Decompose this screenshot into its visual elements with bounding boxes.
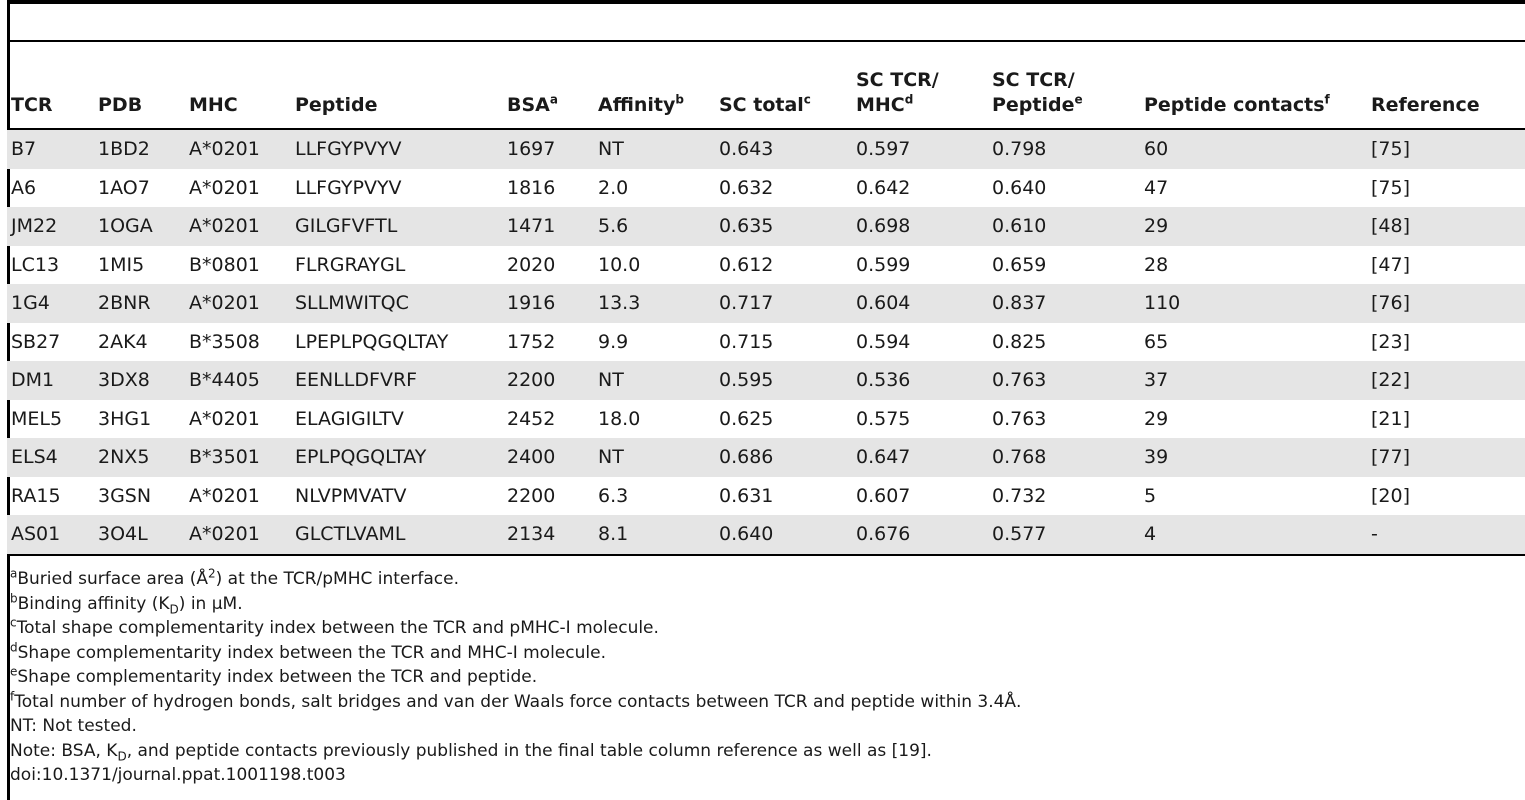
cell-peptide: FLRGRAYGL (295, 253, 406, 276)
cell-sc-total: 0.631 (719, 484, 774, 507)
cell-reference: - (1367, 515, 1525, 555)
cell-sc-tcr-peptide: 0.763 (988, 361, 1140, 400)
cell-peptide-contacts: 65 (1144, 330, 1169, 353)
cell-pdb: 3GSN (98, 484, 152, 507)
cell-mhc: A*0201 (189, 407, 260, 430)
cell-affinity: 10.0 (598, 253, 641, 276)
cell-tcr: JM22 (7, 207, 94, 246)
doi-link[interactable]: doi:10.1371/journal.ppat.1001198.t003 (10, 765, 346, 785)
cell-bsa: 1471 (503, 207, 594, 246)
cell-sc-tcr-mhc: 0.597 (852, 129, 988, 169)
cell-mhc: B*3508 (189, 330, 260, 353)
cell-tcr: SB27 (11, 330, 61, 353)
cell-sc-total: 0.632 (719, 176, 774, 199)
cell-mhc: A*0201 (185, 515, 291, 555)
cell-pdb: 3DX8 (94, 361, 185, 400)
cell-peptide-contacts: 29 (1144, 407, 1169, 430)
cell-tcr: B7 (7, 129, 94, 169)
cell-sc-tcr-peptide: 0.837 (988, 284, 1140, 323)
cell-pdb: 3HG1 (98, 407, 152, 430)
cell-reference: [21] (1371, 407, 1411, 430)
cell-sc-tcr-peptide: 0.640 (992, 176, 1047, 199)
cell-sc-tcr-peptide: 0.768 (988, 438, 1140, 477)
table-footnotes (10, 567, 1520, 788)
cell-sc-tcr-peptide: 0.659 (992, 253, 1047, 276)
table-row (7, 284, 1525, 323)
cell-bsa: 1697 (503, 129, 594, 169)
cell-mhc: B*3501 (185, 438, 291, 477)
cell-sc-total: 0.635 (715, 207, 852, 246)
cell-sc-tcr-peptide: 0.610 (988, 207, 1140, 246)
table-row (7, 438, 1525, 477)
footnote-c: $^c$Total shape complementarity index between the TCR and pMHC-I molecule. (10, 615, 659, 638)
table-row (7, 323, 1525, 362)
cell-peptide-contacts: 4 (1140, 515, 1367, 555)
cell-pdb: 2BNR (94, 284, 185, 323)
cell-peptide-contacts: 28 (1144, 253, 1169, 276)
cell-affinity: 5.6 (594, 207, 715, 246)
cell-reference: [23] (1371, 330, 1411, 353)
cell-mhc: A*0201 (185, 129, 291, 169)
cell-bsa: 2200 (503, 361, 594, 400)
cell-peptide-contacts: 5 (1144, 484, 1157, 507)
cell-peptide: EENLLDFVRF (291, 361, 503, 400)
cell-peptide-contacts: 110 (1140, 284, 1367, 323)
cell-sc-tcr-mhc: 0.575 (856, 407, 911, 430)
cell-reference: [75] (1367, 129, 1525, 169)
cell-affinity: 13.3 (594, 284, 715, 323)
cell-peptide-contacts: 37 (1140, 361, 1367, 400)
cell-peptide-contacts: 29 (1140, 207, 1367, 246)
col-header-affinity: Affinity$^b$ (594, 42, 715, 129)
cell-peptide-contacts: 39 (1140, 438, 1367, 477)
top-border (7, 0, 1525, 4)
footnote-d: $^d$Shape complementarity index between the TCR and MHC-I molecule. (10, 639, 606, 663)
cell-sc-tcr-mhc: 0.599 (856, 253, 911, 276)
cell-reference: [77] (1367, 438, 1525, 477)
cell-peptide-contacts: 47 (1144, 176, 1169, 199)
cell-mhc: B*0801 (189, 253, 260, 276)
cell-sc-total: 0.640 (715, 515, 852, 555)
cell-pdb: 1BD2 (94, 129, 185, 169)
cell-sc-tcr-mhc: 0.536 (852, 361, 988, 400)
cell-reference: [48] (1367, 207, 1525, 246)
table-header-row (7, 42, 1525, 129)
cell-sc-tcr-mhc: 0.698 (852, 207, 988, 246)
cell-affinity: NT (594, 361, 715, 400)
cell-affinity: NT (594, 438, 715, 477)
cell-sc-tcr-mhc: 0.647 (852, 438, 988, 477)
cell-peptide: GLCTLVAML (291, 515, 503, 555)
cell-mhc: A*0201 (185, 284, 291, 323)
cell-bsa: 1916 (503, 284, 594, 323)
cell-peptide: EPLPQGQLTAY (291, 438, 503, 477)
col-header-peptide-contacts: Peptide contacts$^f$ (1140, 42, 1367, 129)
cell-pdb: 1AO7 (98, 176, 150, 199)
cell-bsa: 1752 (507, 330, 556, 353)
cell-sc-tcr-peptide: 0.732 (992, 484, 1047, 507)
cell-sc-total: 0.717 (715, 284, 852, 323)
footnote-f: $^f$Total number of hydrogen bonds, salt bridges and van der Waals force contacts between TCR and peptide within 3.4Å. (10, 688, 1022, 712)
cell-bsa: 2134 (503, 515, 594, 555)
cell-peptide: SLLMWITQC (291, 284, 503, 323)
table-row (7, 246, 1525, 285)
footnote-b: $^b$Binding affinity $(K_D)$ in μM. (10, 590, 243, 616)
table-row (7, 400, 1525, 439)
cell-pdb: 3O4L (94, 515, 185, 555)
table-row (7, 361, 1525, 400)
col-header-reference: Reference (1367, 42, 1525, 129)
cell-tcr: AS01 (7, 515, 94, 555)
cell-sc-tcr-peptide: 0.577 (988, 515, 1140, 555)
cell-sc-tcr-mhc: 0.642 (856, 176, 911, 199)
cell-tcr: LC13 (11, 253, 60, 276)
footnote-e: $^e$Shape complementarity index between the TCR and peptide. (10, 664, 538, 687)
cell-peptide: ELAGIGILTV (295, 407, 404, 430)
col-header-sc-total: SC total$^c$ (715, 42, 852, 129)
cell-sc-total: 0.612 (719, 253, 774, 276)
footnote-note: Note: BSA, $K_D$, and peptide contacts previously published in the final table column reference as well as [19]. (10, 740, 932, 763)
cell-peptide: LLFGYPVYV (291, 129, 503, 169)
cell-affinity: 9.9 (598, 330, 629, 353)
col-header-pdb: PDB (94, 42, 185, 129)
cell-affinity: 18.0 (598, 407, 641, 430)
cell-bsa: 2400 (503, 438, 594, 477)
cell-affinity: NT (594, 129, 715, 169)
cell-mhc: A*0201 (189, 484, 260, 507)
cell-pdb: 1OGA (94, 207, 185, 246)
cell-affinity: 8.1 (594, 515, 715, 555)
cell-bsa: 1816 (507, 176, 556, 199)
cell-peptide-contacts: 60 (1140, 129, 1367, 169)
col-header-tcr: TCR (7, 42, 94, 129)
col-header-peptide: Peptide (291, 42, 503, 129)
cell-sc-total: 0.643 (715, 129, 852, 169)
cell-mhc: B*4405 (185, 361, 291, 400)
cell-bsa: 2020 (507, 253, 556, 276)
col-header-sc-tcr-mhc: SC TCR/ MHC$^d$ (852, 42, 988, 129)
cell-sc-tcr-mhc: 0.604 (852, 284, 988, 323)
cell-mhc: A*0201 (185, 207, 291, 246)
cell-peptide: LLFGYPVYV (295, 176, 402, 199)
cell-tcr: A6 (11, 176, 37, 199)
cell-sc-tcr-mhc: 0.594 (856, 330, 911, 353)
cell-reference: [22] (1367, 361, 1525, 400)
cell-reference: [76] (1367, 284, 1525, 323)
cell-sc-tcr-peptide: 0.798 (988, 129, 1140, 169)
cell-reference: [20] (1371, 484, 1411, 507)
tcr-structures-table (7, 42, 1525, 556)
footnote-nt: NT: Not tested. (10, 716, 137, 736)
cell-peptide: NLVPMVATV (295, 484, 407, 507)
table-row (7, 515, 1525, 555)
cell-sc-total: 0.686 (715, 438, 852, 477)
col-header-mhc: MHC (185, 42, 291, 129)
cell-mhc: A*0201 (189, 176, 260, 199)
cell-sc-total: 0.625 (719, 407, 774, 430)
cell-affinity: 2.0 (598, 176, 629, 199)
cell-peptide: GILGFVFTL (291, 207, 503, 246)
table-row (7, 169, 1525, 208)
col-header-sc-tcr-peptide: SC TCR/ Peptide$^e$ (988, 42, 1140, 129)
cell-bsa: 2452 (507, 407, 556, 430)
cell-sc-tcr-peptide: 0.825 (992, 330, 1047, 353)
cell-bsa: 2200 (507, 484, 556, 507)
cell-reference: [75] (1371, 176, 1411, 199)
cell-tcr: ELS4 (7, 438, 94, 477)
cell-pdb: 2AK4 (98, 330, 148, 353)
cell-affinity: 6.3 (598, 484, 629, 507)
col-header-bsa: BSA$^a$ (503, 42, 594, 129)
cell-pdb: 2NX5 (94, 438, 185, 477)
cell-tcr: MEL5 (11, 407, 63, 430)
cell-sc-tcr-peptide: 0.763 (992, 407, 1047, 430)
cell-pdb: 1MI5 (98, 253, 145, 276)
cell-sc-total: 0.595 (715, 361, 852, 400)
cell-sc-tcr-mhc: 0.676 (852, 515, 988, 555)
cell-tcr: RA15 (11, 484, 61, 507)
table-row (7, 207, 1525, 246)
table-row (7, 477, 1525, 516)
footnote-a: $^a$Buried surface area $(Å^2)$ at the TCR/pMHC interface. (10, 566, 459, 589)
cell-peptide: LPEPLPQGQLTAY (295, 330, 449, 353)
cell-sc-total: 0.715 (719, 330, 774, 353)
cell-reference: [47] (1371, 253, 1411, 276)
table-row (7, 129, 1525, 169)
cell-tcr: 1G4 (7, 284, 94, 323)
cell-sc-tcr-mhc: 0.607 (856, 484, 911, 507)
cell-tcr: DM1 (7, 361, 94, 400)
